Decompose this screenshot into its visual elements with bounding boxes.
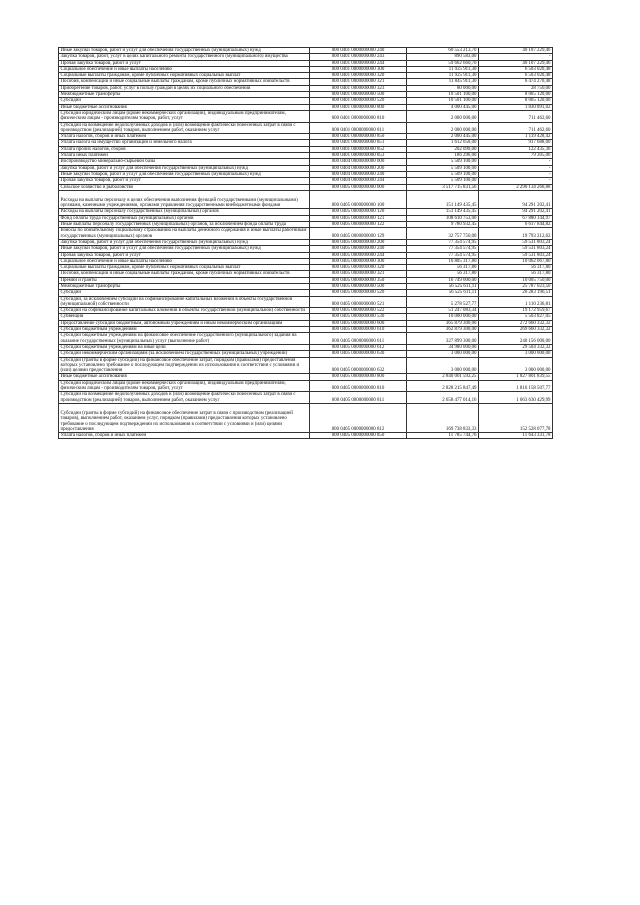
row-name: Социальные выплаты гражданам, кроме публичных нормативных социальных выплат [59, 73, 310, 79]
row-name: Субсидии (гранты в форме субсидий) на финансовое обеспечение затрат, порядком (правилами) предоставления которых установлено требование о последующем подтверждении их использования в соответствии с условиями и (или) целями предоставления [59, 357, 310, 374]
budget-report-page [58, 47, 551, 439]
row-executed-amount: 3 000 000,00 [479, 357, 553, 374]
row-approved-amount: 5 509 100,00 [407, 159, 479, 165]
row-approved-amount: 3 000 000,00 [407, 351, 479, 357]
table-body [59, 48, 553, 439]
row-name: Социальные выплаты гражданам, кроме публичных нормативных социальных выплат [59, 265, 310, 271]
row-name: Субсидии на возмещение недополученных доходов и (или) возмещение фактически понесенных затрат в связи с производством (реализацией) товаров, выполнением работ, оказанием услуг [59, 392, 310, 404]
row-approved-amount: 51 247 083,34 [407, 308, 479, 314]
row-name: Фонд оплаты труда государственных (муниципальных) органов [59, 215, 310, 221]
row-approved-amount: 2 828 215 847,49 [407, 380, 479, 392]
row-code: 000 0404 0000000000 244 [310, 178, 407, 184]
row-name: Расходы на выплаты персоналу в целях обеспечения выполнения функций государственными (муниципальными) органами, казенными учреждениями, органами управления государственными внебюджетными фондами [59, 190, 310, 209]
row-name: Пособия, компенсации и иные социальные выплаты гражданам, кроме публичных нормативных обязательств [59, 79, 310, 85]
row-approved-amount: 2 000 000,00 [407, 122, 479, 134]
row-code: 000 0405 0000000000 300 [310, 258, 407, 264]
row-executed-amount: 6 617 844,82 [479, 222, 553, 228]
row-executed-amount: 1 827 801 839,55 [479, 374, 553, 380]
row-executed-amount: 2 290 134 268,88 [479, 184, 553, 190]
row-approved-amount: 3 000 000,00 [407, 357, 479, 374]
row-name: Субсидии на возмещение недополученных доходов и (или) возмещение фактически понесенных затрат в связи с производством (реализацией) товаров, выполнением работ, оказанием услуг [59, 122, 310, 134]
row-approved-amount: 56 525 611,11 [407, 290, 479, 296]
row-approved-amount: 16 749 000,00 [407, 277, 479, 283]
row-executed-amount: 152 528 077,78 [479, 403, 553, 432]
table-row [59, 228, 553, 240]
row-approved-amount: 11 845 911,30 [407, 79, 479, 85]
row-executed-amount: 240 156 000,00 [479, 333, 553, 345]
row-code: 000 0405 0000000000 320 [310, 265, 407, 271]
row-code: 000 0405 0000000000 120 [310, 209, 407, 215]
row-executed-amount: 59 531 803,24 [479, 252, 553, 258]
row-executed-amount: 711 462,60 [479, 110, 553, 122]
row-approved-amount: 2 000 445,00 [407, 134, 479, 140]
row-executed-amount: 3 000 000,00 [479, 351, 553, 357]
row-executed-amount: 1 830 891,02 [479, 104, 553, 110]
row-approved-amount: 362 879 300,00 [407, 327, 479, 333]
row-name: Сельское хозяйство и рыболовство [59, 184, 310, 190]
row-code: 000 0405 0000000000 244 [310, 252, 407, 258]
row-code: 000 0405 0000000000 610 [310, 327, 407, 333]
row-code: 000 0401 0000000000 500 [310, 92, 407, 98]
row-code: 000 0405 0000000000 000 [310, 184, 407, 190]
row-executed-amount: 917 688,00 [479, 140, 553, 146]
row-approved-amount: 10 501 100,00 [407, 92, 479, 98]
row-executed-amount: 28 750,00 [479, 85, 553, 91]
row-approved-amount: 151 149 435,45 [407, 209, 479, 215]
row-executed-amount: 272 660 332,32 [479, 320, 553, 326]
row-approved-amount: 59 662 660,70 [407, 60, 479, 66]
row-approved-amount: 80 000,00 [407, 85, 479, 91]
row-approved-amount: 11 925 911,30 [407, 66, 479, 72]
row-executed-amount: 1 119 428,42 [479, 134, 553, 140]
row-name: Субсидии бюджетным учреждениям на финансовое обеспечение государственного (муниципального) задания на оказание государственных (муниципальных) услуг (выполнение работ) [59, 333, 310, 345]
row-name: Иные выплаты персоналу государственных (муниципальных) органов, за исключением фонда оплаты труда [59, 222, 310, 228]
row-code: 000 0405 0000000000 812 [310, 403, 407, 432]
row-approved-amount: 10 000 000,00 [407, 314, 479, 320]
row-name: Приобретение товаров, работ, услуг в пользу граждан в целях их социального обеспечения [59, 85, 310, 91]
row-code: 000 0405 0000000000 811 [310, 392, 407, 404]
row-approved-amount: 108 610 753,00 [407, 215, 479, 221]
row-approved-amount: 32 757 750,00 [407, 228, 479, 240]
row-executed-amount: 1 663 630 429,99 [479, 392, 553, 404]
row-executed-amount: 29 504 332,32 [479, 344, 553, 350]
row-name: Субсидии юридическим лицам (кроме некоммерческих организаций), индивидуальным предпринимателям, физическим лицам - производителям товаров, работ, услуг [59, 380, 310, 392]
row-code: 000 0404 0000000000 200 [310, 165, 407, 171]
table-row [59, 433, 553, 439]
row-code: 000 0401 0000000000 323 [310, 85, 407, 91]
row-name: Иные закупки товаров, работ и услуг для обеспечения государственных (муниципальных) нужд [59, 48, 310, 54]
row-code: 000 0401 0000000000 852 [310, 146, 407, 152]
row-approved-amount: 56 317,80 [407, 265, 479, 271]
row-code: 000 0405 0000000000 630 [310, 351, 407, 357]
row-approved-amount: 2 658 477 014,16 [407, 392, 479, 404]
row-approved-amount: 10 501 100,00 [407, 98, 479, 104]
row-executed-amount: 10 005 750,00 [479, 277, 553, 283]
row-approved-amount: 890 583,00 [407, 54, 479, 60]
row-executed-amount: 59 531 803,24 [479, 239, 553, 245]
row-approved-amount: 77 354 574,95 [407, 252, 479, 258]
row-name: Субсидии [59, 290, 310, 296]
row-name: Предоставление субсидий бюджетным, автономным учреждениям и иным некоммерческим организациям [59, 320, 310, 326]
row-approved-amount: 4 000 445,00 [407, 104, 479, 110]
row-approved-amount: 5 509 100,00 [407, 171, 479, 177]
row-approved-amount: 327 899 300,00 [407, 333, 479, 345]
row-executed-amount: 94 291 202,41 [479, 209, 553, 215]
row-code: 000 0401 0000000000 811 [310, 122, 407, 134]
row-name: Иные закупки товаров, работ и услуг для обеспечения государственных (муниципальных) нужд [59, 246, 310, 252]
row-code: 000 0405 0000000000 240 [310, 246, 407, 252]
row-name: Субсидии бюджетным учреждениям [59, 327, 310, 333]
table-row [59, 122, 553, 134]
row-executed-amount: - [479, 178, 553, 184]
row-executed-amount: 56 317,80 [479, 265, 553, 271]
row-code: 000 0401 0000000000 300 [310, 66, 407, 72]
row-approved-amount: 9 780 932,45 [407, 222, 479, 228]
row-approved-amount: 56 317,80 [407, 271, 479, 277]
table-row [59, 190, 553, 209]
row-code: 000 0405 0000000000 520 [310, 290, 407, 296]
row-code: 000 0405 0000000000 350 [310, 277, 407, 283]
row-name: Межбюджетные трансферты [59, 283, 310, 289]
row-name: Уплата прочих налогов, сборов [59, 146, 310, 152]
row-executed-amount: 94 291 202,41 [479, 190, 553, 209]
row-approved-amount: 202 099,00 [407, 146, 479, 152]
row-executed-amount: 269 660 332,32 [479, 327, 553, 333]
row-code: 000 0405 0000000000 810 [310, 380, 407, 392]
row-code: 000 0405 0000000000 632 [310, 357, 407, 374]
row-approved-amount: 11 925 911,30 [407, 73, 479, 79]
row-approved-amount: 77 354 574,95 [407, 239, 479, 245]
row-code: 000 0401 0000000000 320 [310, 73, 407, 79]
row-name: Закупка товаров, работ, услуг в целях капитального ремонта государственного (муниципального) имущества [59, 54, 310, 60]
row-name: Субсидии некоммерческим организациям (за исключением государственных (муниципальных) учреждений) [59, 351, 310, 357]
table-row [59, 357, 553, 374]
row-code: 000 0405 0000000000 850 [310, 433, 407, 439]
row-approved-amount: 5 509 100,00 [407, 178, 479, 184]
row-name: Премии и гранты [59, 277, 310, 283]
row-approved-amount: 2 000 000,00 [407, 110, 479, 122]
table-row [59, 380, 553, 392]
row-code: 000 0401 0000000000 853 [310, 153, 407, 159]
row-approved-amount: 1 612 050,00 [407, 140, 479, 146]
row-approved-amount: 365 879 300,00 [407, 320, 479, 326]
row-approved-amount: 2 840 001 592,25 [407, 374, 479, 380]
row-executed-amount: - [479, 54, 553, 60]
row-executed-amount: 40 107 229,46 [479, 60, 553, 66]
row-executed-amount: 20 283 196,51 [479, 290, 553, 296]
row-approved-amount: 151 149 435,45 [407, 190, 479, 209]
row-approved-amount: 34 980 000,00 [407, 344, 479, 350]
row-code: 000 0401 0000000000 851 [310, 140, 407, 146]
row-executed-amount: 10 062 067,80 [479, 258, 553, 264]
row-code: 000 0405 0000000000 800 [310, 374, 407, 380]
row-code: 000 0401 0000000000 240 [310, 48, 407, 54]
row-code: 000 0405 0000000000 521 [310, 296, 407, 308]
row-executed-amount: 19 172 959,67 [479, 308, 553, 314]
row-code: 000 0405 0000000000 122 [310, 222, 407, 228]
row-executed-amount: - [479, 159, 553, 165]
row-name: Субсидии [59, 98, 310, 104]
row-approved-amount: 3 517 715 831,56 [407, 184, 479, 190]
row-name: Субсидии (гранты в форме субсидий) на финансовое обеспечение затрат в связи с производством (реализацией товаров), выполнением работ, оказанием услуг, порядком (правилами) предоставления которых установлено требование о последующем подтверждении их использования в соответствии с условиями и (или) целями предоставления [59, 403, 310, 432]
row-name: Субсидии бюджетным учреждениям на иные цели [59, 344, 310, 350]
row-name: Взносы по обязательному социальному страхованию на выплаты денежного содержания и иные выплаты работникам государственных (муниципальных) органов [59, 228, 310, 240]
row-approved-amount: 77 354 574,95 [407, 246, 479, 252]
table-row [59, 403, 553, 432]
row-executed-amount: 122 435,36 [479, 146, 553, 152]
row-executed-amount: 79 305,06 [479, 153, 553, 159]
row-name: Пособия, компенсации и иные социальные выплаты гражданам, кроме публичных нормативных обязательств [59, 271, 310, 277]
row-executed-amount: 8 065 120,00 [479, 92, 553, 98]
row-code: 000 0405 0000000000 611 [310, 333, 407, 345]
row-executed-amount: 19 793 212,62 [479, 228, 553, 240]
row-name: Воспроизводство минерально-сырьевой базы [59, 159, 310, 165]
row-code: 000 0401 0000000000 243 [310, 54, 407, 60]
row-executed-amount: 1 816 158 507,77 [479, 380, 553, 392]
table-row [59, 110, 553, 122]
row-executed-amount: - [479, 171, 553, 177]
row-name: Субсидии, за исключением субсидий на софинансирование капитальных вложений в объекты государственной (муниципальной) собственности [59, 296, 310, 308]
row-approved-amount: 11 785 744,76 [407, 433, 479, 439]
row-name: Иные бюджетные ассигнования [59, 374, 310, 380]
row-name: Межбюджетные трансферты [59, 92, 310, 98]
expenditure-table [58, 47, 553, 439]
row-approved-amount: 169 738 833,33 [407, 403, 479, 432]
row-approved-amount: 56 525 611,11 [407, 283, 479, 289]
row-code: 000 0405 0000000000 530 [310, 314, 407, 320]
row-executed-amount: - [479, 165, 553, 171]
row-code: 000 0404 0000000000 240 [310, 171, 407, 177]
table-row [59, 296, 553, 308]
row-code: 000 0405 0000000000 129 [310, 228, 407, 240]
row-name: Закупка товаров, работ и услуг для обеспечения государственных (муниципальных) нужд [59, 239, 310, 245]
row-code: 000 0405 0000000000 612 [310, 344, 407, 350]
row-code: 000 0405 0000000000 121 [310, 215, 407, 221]
row-executed-amount: 59 531 803,24 [479, 246, 553, 252]
row-code: 000 0404 0000000000 000 [310, 159, 407, 165]
row-name: Расходы на выплаты персоналу государственных (муниципальных) органов [59, 209, 310, 215]
row-executed-amount: 6 503 020,48 [479, 66, 553, 72]
row-code: 000 0405 0000000000 321 [310, 271, 407, 277]
row-code: 000 0405 0000000000 500 [310, 283, 407, 289]
row-code: 000 0401 0000000000 800 [310, 104, 407, 110]
row-code: 000 0405 0000000000 600 [310, 320, 407, 326]
row-executed-amount: 40 107 229,46 [479, 48, 553, 54]
row-name: Уплата налогов, сборов и иных платежей [59, 433, 310, 439]
row-code: 000 0401 0000000000 321 [310, 79, 407, 85]
row-code: 000 0405 0000000000 522 [310, 308, 407, 314]
row-name: Субвенции [59, 314, 310, 320]
row-name: Субсидии на софинансирование капитальных вложений в объекты государственной (муниципальной) собственности [59, 308, 310, 314]
row-approved-amount: 16 805 317,80 [407, 258, 479, 264]
row-executed-amount: 6 503 020,48 [479, 73, 553, 79]
row-name: Закупка товаров, работ и услуг для обеспечения государственных (муниципальных) нужд [59, 165, 310, 171]
row-code: 000 0405 0000000000 100 [310, 190, 407, 209]
row-name: Уплата иных платежей [59, 153, 310, 159]
row-code: 000 0401 0000000000 244 [310, 60, 407, 66]
row-code: 000 0401 0000000000 810 [310, 110, 407, 122]
row-name: Иные бюджетные ассигнования [59, 104, 310, 110]
row-executed-amount: 56 317,80 [479, 271, 553, 277]
row-approved-amount: 60 553 213,70 [407, 48, 479, 54]
row-name: Уплата налога на имущество организаций и земельного налога [59, 140, 310, 146]
row-approved-amount: 5 278 527,77 [407, 296, 479, 308]
row-name: Социальное обеспечение и иные выплаты населению [59, 258, 310, 264]
row-name: Социальное обеспечение и иные выплаты населению [59, 66, 310, 72]
row-name: Прочая закупка товаров, работ и услуг [59, 60, 310, 66]
row-name: Прочая закупка товаров, работ и услуг [59, 252, 310, 258]
row-approved-amount: 5 509 100,00 [407, 165, 479, 171]
row-executed-amount: 8 065 120,00 [479, 98, 553, 104]
row-name: Уплата налогов, сборов и иных платежей [59, 134, 310, 140]
row-code: 000 0401 0000000000 520 [310, 98, 407, 104]
row-code: 000 0405 0000000000 200 [310, 239, 407, 245]
row-executed-amount: 25 787 023,50 [479, 283, 553, 289]
row-executed-amount: 6 474 270,48 [479, 79, 553, 85]
row-executed-amount: 5 503 827,05 [479, 314, 553, 320]
row-executed-amount: 11 643 331,78 [479, 433, 553, 439]
row-approved-amount: 186 296,00 [407, 153, 479, 159]
row-name: Субсидии юридическим лицам (кроме некоммерческих организаций), индивидуальным предпринимателям, физическим лицам - производителям товаров, работ, услуг [59, 110, 310, 122]
table-row [59, 333, 553, 345]
row-executed-amount: 67 880 144,97 [479, 215, 553, 221]
row-name: Прочая закупка товаров, работ и услуг [59, 178, 310, 184]
row-executed-amount: 1 110 236,81 [479, 296, 553, 308]
row-name: Иные закупки товаров, работ и услуг для обеспечения государственных (муниципальных) нужд [59, 171, 310, 177]
row-code: 000 0401 0000000000 850 [310, 134, 407, 140]
table-row [59, 392, 553, 404]
row-executed-amount: 711 462,60 [479, 122, 553, 134]
